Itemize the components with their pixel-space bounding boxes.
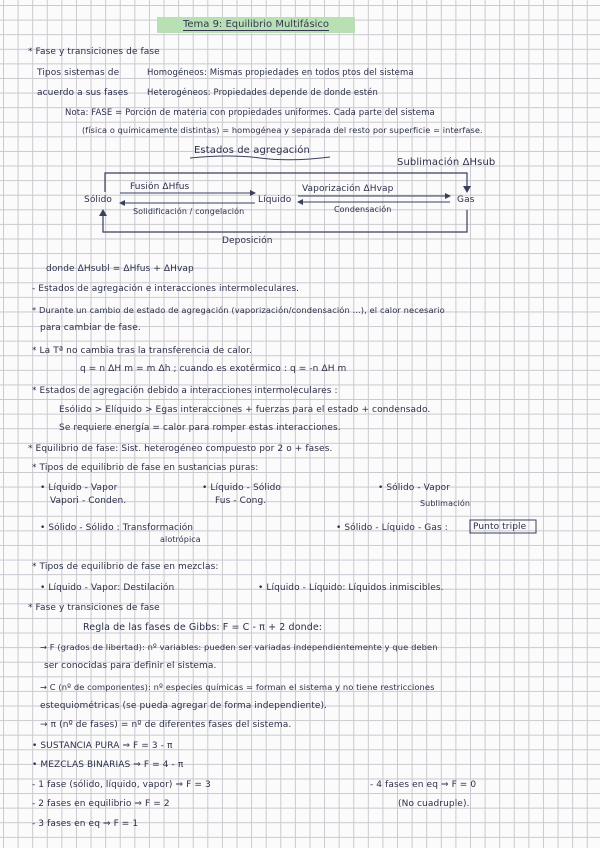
fusion-label: Fusión ΔHfus xyxy=(130,182,190,192)
eq-solido-solido-proc: alotrópica xyxy=(160,535,201,544)
eq-liquido-solido-proc: Fus - Cong. xyxy=(215,496,267,506)
requiere-energia: Se requiere energía = calor para romper estas interacciones. xyxy=(59,423,341,433)
def-fases: → π (nº de fases) = nº de diferentes fases del sistema. xyxy=(40,720,292,730)
gas-label: Gas xyxy=(457,195,475,205)
eq-solido-liquido-gas: • Sólido - Líquido - Gas : xyxy=(336,523,448,533)
homogeneos-def: Homogéneos: Mismas propiedades en todos ptos del sistema xyxy=(147,68,414,78)
no-cuadruple: (No cuadruple). xyxy=(398,799,470,809)
page-title: Tema 9: Equilibrio Multifásico xyxy=(157,17,355,33)
bullet-tipos-mezclas: * Tipos de equilibrio de fase en mezclas: xyxy=(32,562,219,572)
heading-fase-transiciones: * Fase y transiciones de fase xyxy=(28,47,160,57)
bullet-equilibrio-fase: * Equilibrio de fase: Sist. heterogéneo compuesto por 2 o + fases. xyxy=(28,444,333,454)
eq-solido-solido: • Sólido - Sólido : Transformación xyxy=(40,523,194,533)
tipos-sistemas-label: Tipos sistemas de xyxy=(37,68,120,78)
energia-orden: Esólido > Elíquido > Egas interacciones + fuerzas para el estado + condensado. xyxy=(59,405,431,415)
bullet-tipos-puras: * Tipos de equilibrio de fase en sustancias puras: xyxy=(32,463,259,473)
ecuacion-calor: q = n ΔH m = m Δh ; cuando es exotérmico : q = -n ΔH m xyxy=(80,364,347,374)
eq-solido-vapor-proc: Sublimación xyxy=(420,499,471,508)
solidification-arrowhead xyxy=(119,200,125,206)
bullet-cambio-estado: * Durante un cambio de estado de agregación (vaporización/condensación ...), el calor necesario xyxy=(32,305,445,315)
liquido-label: Líquido xyxy=(258,195,292,205)
bullet-cambio-estado-cont: para cambiar de fase. xyxy=(40,323,141,333)
donde-entalpia: donde ΔHsubl = ΔHfus + ΔHvap xyxy=(46,264,194,274)
def-componentes-cont: estequiométricas (se pueda agregar de forma independiente). xyxy=(40,701,328,711)
tres-fases: - 3 fases en eq ⇒ F = 1 xyxy=(32,819,139,829)
deposition-arrowhead xyxy=(99,209,107,216)
acuerdo-fases-label: acuerdo a sus fases xyxy=(37,88,129,98)
eq-liquido-vapor-proc: Vapori - Conden. xyxy=(50,496,127,506)
una-fase: - 1 fase (sólido, líquido, vapor) ⇒ F = 3 xyxy=(32,780,211,790)
heterogeneos-def: Heterogéneos: Propiedades depende de donde estén xyxy=(147,88,378,98)
nota-fase-cont: (física o químicamente distintas) = homogénea y separada del resto por superficie = interfase. xyxy=(82,125,483,135)
eq-solido-vapor: • Sólido - Vapor xyxy=(378,483,451,493)
mezclas-binarias: • MEZCLAS BINARIAS ⇒ F = 4 - π xyxy=(32,760,184,770)
condensacion-label: Condensación xyxy=(334,205,392,214)
nota-fase: Nota: FASE = Porción de materia con propiedades uniformes. Cada parte del sistema xyxy=(65,108,435,118)
heading-fase-transiciones-2: * Fase y transiciones de fase xyxy=(28,603,160,613)
punto-triple: Punto triple xyxy=(473,522,527,532)
bullet-estados-interacciones: - Estados de agregación e interacciones intermoleculares. xyxy=(32,284,300,294)
def-grados-libertad-cont: ser conocidas para definir el sistema. xyxy=(44,661,217,671)
def-componentes: → C (nº de componentes): nº especies químicas = forman el sistema y no tiene restricciones xyxy=(40,682,435,692)
def-grados-libertad: → F (grados de libertad): nº variables: pueden ser variadas independientemente y que deben xyxy=(40,642,438,652)
bullet-temperatura: * La Tª no cambia tras la transferencia de calor. xyxy=(32,346,253,356)
mezcla-inmiscibles: • Líquido - Líquido: Líquidos inmiscibles. xyxy=(258,583,444,593)
sublimacion-label: Sublimación ΔHsub xyxy=(397,157,496,168)
dos-fases: - 2 fases en equilibrio ⇒ F = 2 xyxy=(32,799,170,809)
sustancia-pura: • SUSTANCIA PURA ⇒ F = 3 - π xyxy=(32,741,173,751)
regla-gibbs: Regla de las fases de Gibbs: F = C - π + 2 donde: xyxy=(83,622,323,633)
bullet-interacciones: * Estados de agregación debido a interacciones intermoleculares : xyxy=(32,386,338,396)
solidificacion-label: Solidificación / congelación xyxy=(133,207,245,216)
vaporization-arrowhead xyxy=(445,193,451,199)
eq-liquido-vapor: • Líquido - Vapor xyxy=(40,483,118,493)
fusion-arrowhead xyxy=(250,190,256,196)
deposicion-label: Deposición xyxy=(222,236,273,246)
estados-agregacion-heading: Estados de agregación xyxy=(194,145,310,156)
solido-label: Sólido xyxy=(84,195,113,205)
cuatro-fases: - 4 fases en eq ⇒ F = 0 xyxy=(370,780,477,790)
estados-underline xyxy=(190,156,330,160)
mezcla-destilacion: • Líquido - Vapor: Destilación xyxy=(40,583,175,593)
condensation-arrowhead xyxy=(297,199,303,205)
eq-liquido-solido: • Líquido - Sólido xyxy=(202,483,282,493)
sublimation-arrowhead xyxy=(463,186,471,193)
vaporizacion-label: Vaporización ΔHvap xyxy=(302,184,394,194)
